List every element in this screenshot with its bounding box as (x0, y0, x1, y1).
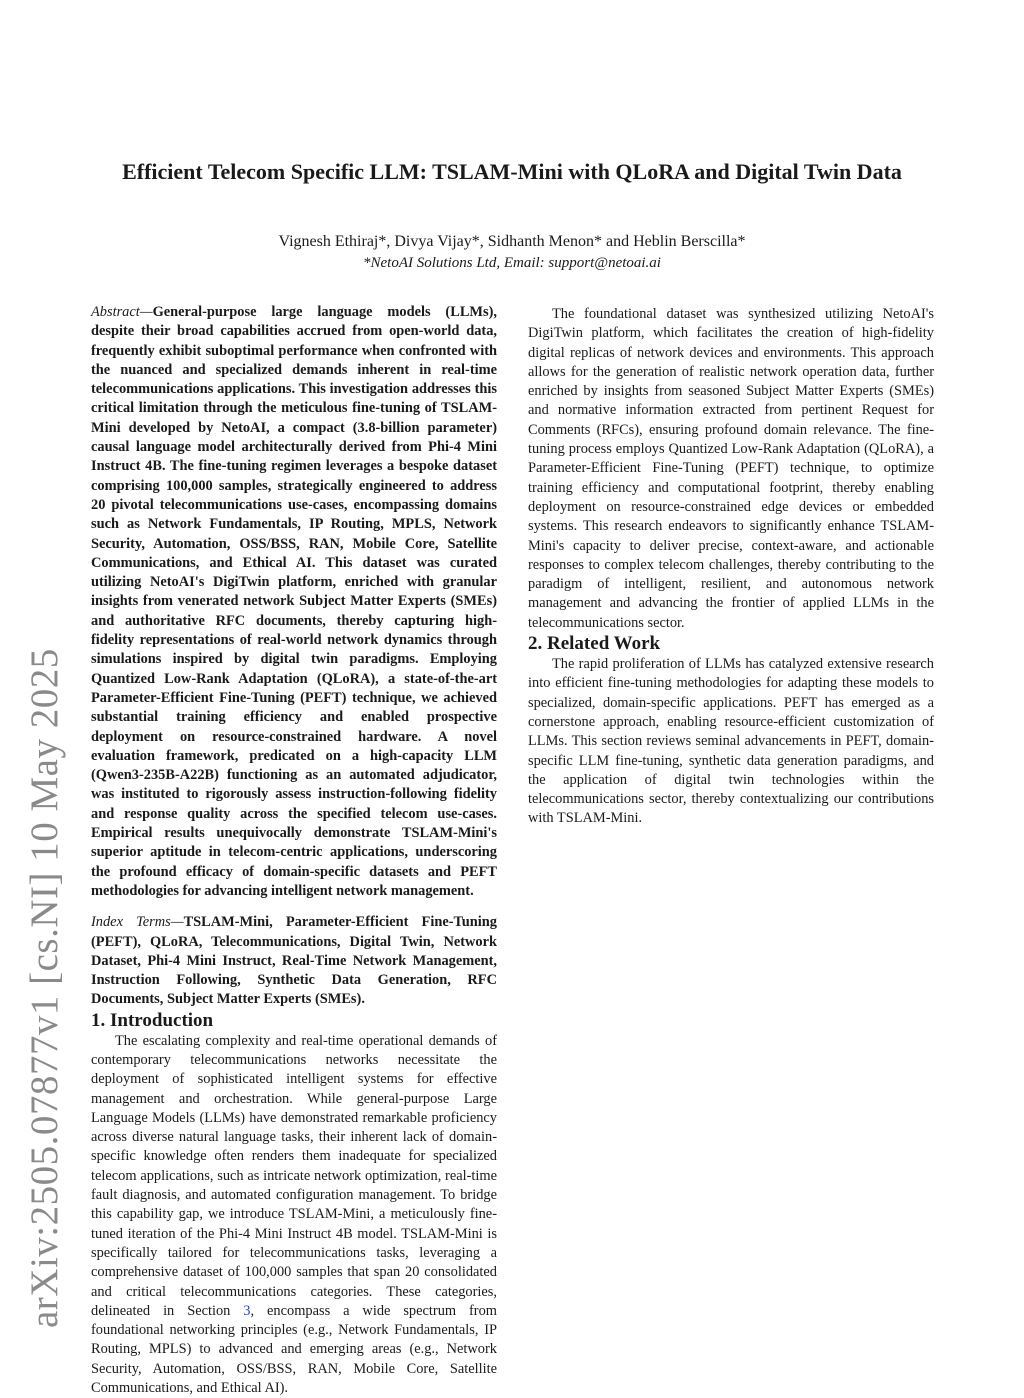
index-terms-text: TSLAM-Mini, Parameter-Efficient Fine-Tuning (PEFT), QLoRA, Telecommunications, Digital Twin, Network Dataset, Phi-4 Mini Instruct, Real-Time Network Management, Instruction Following, Synthetic Data Generation, RFC Documents, Subject Matter Experts (SMEs). (91, 914, 498, 1008)
section-heading-introduction: 1. Introduction (91, 1009, 214, 1031)
section-reference-link[interactable]: 3 (243, 1302, 251, 1319)
introduction-paragraph-2: The foundational dataset was synthesized utilizing NetoAI's DigiTwin platform, which facilitates the creation of high-fidelity digital replicas of network devices and environments. This approach allows for the generation of realistic network operation data, further enriched by insights from seasoned Subject Matter Experts (SMEs) and normative information extracted from pertinent Request for Comments (RFCs), ensuring profound domain relevance. The fine-tuning process employs Quantized Low-Rank Adaptation (QLoRA), a Parameter-Efficient Fine-Tuning (PEFT) technique, to optimize training efficiency and computational footprint, thereby enabling deployment on resource-constrained edge devices or embedded systems. This research endeavors to significantly enhance TSLAM-Mini's capacity to deliver precise, context-aware, and actionable responses to complex telecom challenges, thereby contributing to the paradigm of intelligent, resilient, and autonomous network management and advancing the frontier of applied LLMs in the telecommunications sector. (528, 306, 934, 631)
author-list: Vignesh Ethiraj*, Divya Vijay*, Sidhanth Menon* and Heblin Berscilla* (278, 233, 746, 250)
introduction-paragraph-1-tail: , encompass a wide spectrum from foundational networking principles (e.g., Network Fundamentals, IP Routing, MPLS) to advanced and emerging areas (e.g., Network Security, Automation, OSS/BSS, RAN, Mobile Core, Satellite Communications, and Ethical AI). (91, 1302, 497, 1397)
abstract (91, 303, 497, 901)
left-column (91, 303, 497, 1398)
index-terms-label: Index Terms— (91, 914, 184, 931)
affiliation: *NetoAI Solutions Ltd, Email: support@netoai.ai (363, 255, 661, 271)
related-work-paragraph-1: The rapid proliferation of LLMs has catalyzed extensive research into efficient fine-tuning methodologies for adapting these models to specialized, domain-specific applications. PEFT has emerged as a cornerstone approach, enabling resource-efficient customization of LLMs. This section reviews seminal advancements in PEFT, domain-specific LLM fine-tuning, synthetic data generation paradigms, and the application of digital twin technologies within the telecommunications sector, thereby contextualizing our contributions with TSLAM-Mini. (528, 656, 934, 827)
arxiv-identifier: arXiv:2505.07877v1 [cs.NI] 10 May 2025 (23, 648, 66, 1328)
right-column (528, 305, 934, 829)
abstract-label: Abstract— (91, 304, 153, 320)
abstract-text: General-purpose large language models (LLMs), despite their broad capabilities accrued from open-world data, frequently exhibit suboptimal performance when confronted with the nuanced and specialized demands inherent in real-time telecommunications applications. This investigation addresses this critical limitation through the meticulous fine-tuning of TSLAM-Mini developed by NetoAI, a compact (3.8-billion parameter) causal language model architecturally derived from Phi-4 Mini Instruct 4B. The fine-tuning regimen leverages a bespoke dataset comprising 100,000 samples, strategically engineered to address 20 pivotal telecommunications use-cases, encompassing domains such as Network Fundamentals, IP Routing, MPLS, Network Security, Automation, OSS/BSS, RAN, Mobile Core, Satellite Communications, and Ethical AI. This dataset was curated utilizing NetoAI's DigiTwin platform, enriched with granular insights from venerated network Subject Matter Experts (SMEs) and authoritative RFC documents, thereby capturing high-fidelity representations of real-world network dynamics through simulations inspired by digital twin paradigms. Employing Quantized Low-Rank Adaptation (QLoRA), a state-of-the-art Parameter-Efficient Fine-Tuning (PEFT) technique, we achieved substantial training efficiency and enabled prospective deployment on resource-constrained hardware. A novel evaluation framework, predicated on a high-capacity LLM (Qwen3-235B-A22B) functioning as an automated adjudicator, was instituted to rigorously assess instruction-following fidelity and response quality across the specified telecom use-cases. Empirical results unequivocally demonstrate TSLAM-Mini's superior aptitude in telecom-centric applications, underscoring the profound efficacy of domain-specific datasets and PEFT methodologies for advancing intelligent network management. (91, 304, 497, 899)
introduction-paragraph-1-text: The escalating complexity and real-time operational demands of contemporary telecommunications networks necessitate the deployment of sophisticated intelligent systems for effective management and orchestration. While general-purpose Large Language Models (LLMs) have demonstrated remarkable proficiency across diverse natural language tasks, their inherent lack of domain-specific knowledge often renders them inadequate for specialized telecom applications, such as intricate network optimization, real-time fault diagnosis, and automated configuration management. To bridge this capability gap, we introduce TSLAM-Mini, a meticulously fine-tuned iteration of the Phi-4 Mini Instruct 4B model. TSLAM-Mini is specifically tailored for telecommunications tasks, leveraging a comprehensive dataset of 100,000 samples that span 20 consolidated and critical telecommunications categories. These categories, delineated in Section (91, 1032, 497, 1319)
introduction-paragraph-1 (91, 1032, 497, 1398)
paper-title: Efficient Telecom Specific LLM: TSLAM-Mini with QLoRA and Digital Twin Data (122, 159, 902, 184)
index-terms (91, 913, 497, 1009)
section-heading-related-work: 2. Related Work (528, 633, 661, 655)
